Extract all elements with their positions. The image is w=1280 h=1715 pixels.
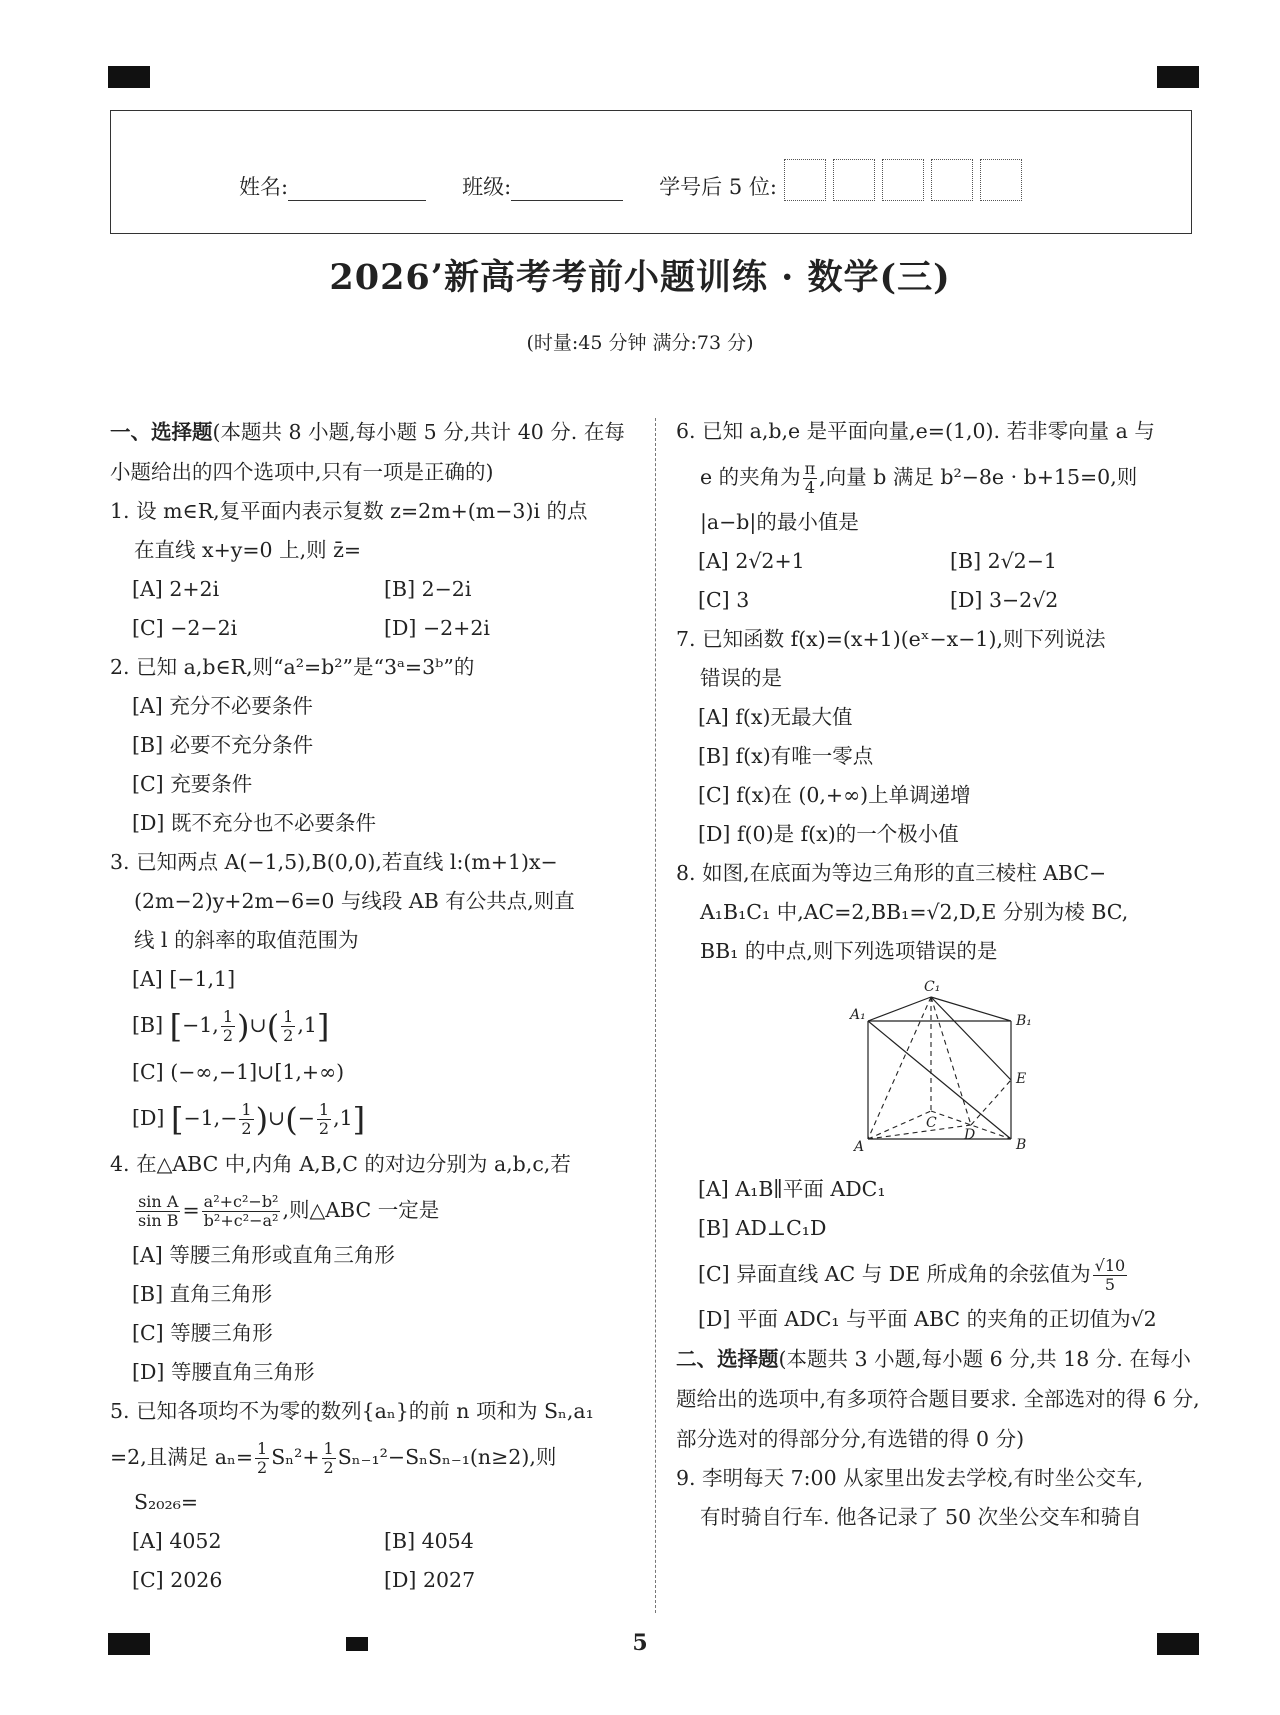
q2-option-a[interactable]: [A] 充分不必要条件 [132, 694, 313, 718]
q2-option-b[interactable]: [B] 必要不充分条件 [132, 733, 314, 757]
section2-desc: (本题共 3 小题,每小题 6 分,共 18 分. 在每小题给出的选项中,有多项符合题目要求. 全部选对的得 6 分,部分选对的得部分分,有选错的得 0 分) [676, 1347, 1200, 1451]
section2-heading: 二、选择题 [676, 1347, 779, 1371]
q6-stem-line2 [676, 451, 1204, 503]
exam-time-score: (时量:45 分钟 满分:73 分) [526, 332, 754, 354]
q7-option-b[interactable]: [B] f(x)有唯一零点 [698, 744, 874, 768]
segment-c1-a [868, 997, 931, 1139]
q2-stem: 2. 已知 a,b∈R,则“a²=b²”是“3ᵃ=3ᵇ”的 [110, 655, 475, 679]
q3-option-c[interactable]: [C] (−∞,−1]∪[1,+∞) [132, 1059, 345, 1084]
question-7 [676, 620, 1204, 854]
left-column [110, 412, 640, 1600]
q5-half-1: $\frac{1}{2}$ [257, 1439, 268, 1477]
q4-lhs-fraction: $\frac{\text{sin A}}{\text{sin B}}$ [138, 1192, 179, 1230]
q8-option-b[interactable]: [B] AD⊥C₁D [698, 1216, 827, 1240]
q1-option-c[interactable]: [C] −2−2i [132, 616, 238, 640]
q1-options-row2 [110, 609, 640, 648]
q3-stem-line1: 3. 已知两点 A(−1,5),B(0,0),若直线 l:(m+1)x− [110, 850, 558, 874]
q6-option-a[interactable]: [A] 2√2+1 [698, 549, 805, 573]
label-a: A [854, 1139, 865, 1155]
q4-stem-tail: ,则△ABC 一定是 [282, 1198, 440, 1222]
registration-mark-top-left [108, 66, 150, 88]
q3-option-b-part3: ,1 [297, 1013, 317, 1037]
q3-option-d-union: ∪ [268, 1105, 286, 1130]
q6-options-row2 [676, 581, 1204, 620]
q6-pi-over-4: $\frac{\pi}{4}$ [804, 459, 816, 497]
q4-option-b[interactable]: [B] 直角三角形 [132, 1282, 273, 1306]
q6-stem-line1: 6. 已知 a,b,e 是平面向量,e=(1,0). 若非零向量 a 与 [676, 419, 1155, 443]
q8-stem-line3: BB₁ 的中点,则下列选项错误的是 [700, 939, 998, 963]
q8-option-c-fraction: $\frac{√10}{5}$ [1094, 1256, 1126, 1294]
question-2 [110, 648, 640, 843]
student-id-box-2[interactable] [833, 159, 875, 201]
q3-option-b-union: ∪ [249, 1013, 267, 1037]
q3-option-d-half-1: $\frac{1}{2}$ [241, 1099, 252, 1138]
student-id-box-1[interactable] [784, 159, 826, 201]
q5-stem-part-a: =2,且满足 aₙ= [110, 1445, 254, 1469]
q3-option-d[interactable]: [D] [−1,− $\frac{1}{2}$ )∪(− $\frac{1}{2}$ ,1] [132, 1099, 366, 1138]
q7-stem-line2: 错误的是 [700, 666, 782, 690]
segment-a-d [868, 1125, 971, 1139]
q7-option-d[interactable]: [D] f(0)是 f(x)的一个极小值 [698, 822, 959, 846]
q6-option-d[interactable]: [D] 3−2√2 [950, 588, 1059, 612]
class-field[interactable] [511, 176, 623, 201]
student-id-box-3[interactable] [882, 159, 924, 201]
q6-stem-part-b: ,向量 b 满足 b²−8e · b+15=0,则 [819, 465, 1138, 489]
q3-option-a[interactable]: [A] [−1,1] [132, 967, 236, 991]
label-a1: A₁ [850, 1007, 866, 1023]
q3-option-b-half-1: $\frac{1}{2}$ [222, 1007, 234, 1045]
q4-stem-line2: $\frac{\text{sin A}}{\text{sin B}}$ = $\frac{\text{a²+c²−b²}}{\text{b²+c²−a²}}$ ,则△ABC 一定是 [138, 1192, 440, 1230]
q8-option-c-text: [C] 异面直线 AC 与 DE 所成角的余弦值为 [698, 1262, 1091, 1286]
question-3 [110, 843, 640, 1145]
section1-heading: 一、选择题 [110, 420, 213, 444]
q5-half-2: $\frac{1}{2}$ [323, 1439, 334, 1477]
column-divider [655, 418, 656, 1613]
q6-stem-line3: |a−b|的最小值是 [700, 510, 859, 534]
label-d: D [964, 1127, 976, 1143]
q5-option-a[interactable]: [A] 4052 [132, 1529, 222, 1553]
student-info-box [110, 110, 1192, 234]
prism-figure [846, 979, 1046, 1159]
q4-option-a[interactable]: [A] 等腰三角形或直角三角形 [132, 1243, 395, 1267]
q6-stem-part-a: e 的夹角为 [700, 465, 801, 489]
question-1 [110, 492, 640, 648]
q5-option-b[interactable]: [B] 4054 [384, 1529, 474, 1553]
q6-option-b[interactable]: [B] 2√2−1 [950, 549, 1057, 573]
segment-a1-b [868, 1021, 1011, 1139]
q1-options-row1 [110, 570, 640, 609]
q7-option-a[interactable]: [A] f(x)无最大值 [698, 705, 853, 729]
q8-option-d[interactable]: [D] 平面 ADC₁ 与平面 ABC 的夹角的正切值为√2 [698, 1307, 1157, 1331]
q4-stem-line1: 4. 在△ABC 中,内角 A,B,C 的对边分别为 a,b,c,若 [110, 1152, 571, 1176]
q5-option-c[interactable]: [C] 2026 [132, 1568, 223, 1592]
q4-rhs-fraction: $\frac{\text{a²+c²−b²}}{\text{b²+c²−a²}}$ [203, 1192, 279, 1230]
q1-option-d[interactable]: [D] −2+2i [384, 616, 490, 640]
question-5 [110, 1392, 640, 1600]
name-label: 姓名: [239, 175, 289, 199]
student-id-label: 学号后 5 位: [659, 175, 777, 199]
q3-option-b-part1: −1, [182, 1013, 219, 1037]
question-4 [110, 1145, 640, 1392]
q7-stem-line1: 7. 已知函数 f(x)=(x+1)(eˣ−x−1),则下列说法 [676, 627, 1106, 651]
q3-option-b-label: [B] [132, 1013, 164, 1037]
q2-option-c[interactable]: [C] 充要条件 [132, 772, 253, 796]
q2-option-d[interactable]: [D] 既不充分也不必要条件 [132, 811, 376, 835]
q5-stem-line1: 5. 已知各项均不为零的数列{aₙ}的前 n 项和为 Sₙ,a₁ [110, 1399, 594, 1423]
q3-option-d-part1: −1,− [183, 1105, 238, 1130]
q7-option-c[interactable]: [C] f(x)在 (0,+∞)上单调递增 [698, 783, 971, 807]
q1-stem-line2: 在直线 x+y=0 上,则 z̄= [134, 538, 362, 562]
section1-header [110, 412, 640, 492]
q3-stem-line2: (2m−2)y+2m−6=0 与线段 AB 有公共点,则直 [134, 889, 575, 913]
q3-option-b[interactable]: [B] [−1, $\frac{1}{2}$ )∪( $\frac{1}{2}$ ,1] [132, 1007, 330, 1046]
right-column [676, 412, 1204, 1537]
label-c1: C₁ [924, 979, 941, 995]
q4-option-d[interactable]: [D] 等腰直角三角形 [132, 1360, 315, 1384]
q5-option-d[interactable]: [D] 2027 [384, 1568, 476, 1592]
question-6 [676, 412, 1204, 620]
q5-stem-line2 [110, 1431, 640, 1483]
q6-options-row1 [676, 542, 1204, 581]
label-b1: B₁ [1016, 1013, 1032, 1029]
q3-stem-line3: 线 l 的斜率的取值范围为 [134, 928, 359, 952]
q1-stem-line1: 1. 设 m∈R,复平面内表示复数 z=2m+(m−3)i 的点 [110, 499, 588, 523]
q3-option-d-label: [D] [132, 1105, 165, 1130]
label-e: E [1016, 1071, 1027, 1087]
student-id-box-4[interactable] [931, 159, 973, 201]
page-number: 5 [632, 1630, 648, 1656]
q5-options-row2 [110, 1561, 640, 1600]
q5-options-row1 [110, 1522, 640, 1561]
q6-option-c[interactable]: [C] 3 [698, 588, 750, 612]
segment-d-e [971, 1080, 1011, 1125]
q1-option-a[interactable]: [A] 2+2i [132, 577, 220, 601]
segment-c1-d [931, 997, 971, 1125]
q4-option-c[interactable]: [C] 等腰三角形 [132, 1321, 273, 1345]
q1-option-b[interactable]: [B] 2−2i [384, 577, 472, 601]
q8-stem-line1: 8. 如图,在底面为等边三角形的直三棱柱 ABC− [676, 861, 1107, 885]
q8-option-a[interactable]: [A] A₁B∥平面 ADC₁ [698, 1177, 886, 1201]
q8-option-c[interactable] [676, 1248, 1204, 1300]
q9-stem-line1: 9. 李明每天 7:00 从家里出发去学校,有时坐公交车, [676, 1466, 1144, 1490]
class-label: 班级: [462, 175, 512, 199]
label-c: C [926, 1115, 937, 1131]
q8-stem-line2: A₁B₁C₁ 中,AC=2,BB₁=√2,D,E 分别为棱 BC, [700, 900, 1129, 924]
q3-option-d-part4: ,1 [333, 1105, 353, 1130]
student-id-box-5[interactable] [980, 159, 1022, 201]
section2-header [676, 1339, 1204, 1459]
q5-stem-part-c: Sₙ₋₁²−SₙSₙ₋₁(n≥2),则 [337, 1445, 557, 1469]
question-9 [676, 1459, 1204, 1537]
q9-stem-line2: 有时骑自行车. 他各记录了 50 次坐公交车和骑自 [700, 1505, 1142, 1529]
registration-mark-top-right [1157, 66, 1199, 88]
section1-desc: (本题共 8 小题,每小题 5 分,共计 40 分. 在每小题给出的四个选项中,只有一项是正确的) [110, 420, 625, 484]
q3-option-b-half-2: $\frac{1}{2}$ [283, 1007, 294, 1045]
q3-option-d-half-2: $\frac{1}{2}$ [318, 1099, 330, 1138]
page-title: 2026’新高考考前小题训练 · 数学(三) [329, 257, 951, 298]
name-field[interactable] [288, 176, 426, 201]
q3-option-d-minus: − [297, 1105, 315, 1130]
q5-stem-line3: S₂₀₂₆= [134, 1490, 199, 1514]
student-info-row [239, 159, 1022, 201]
q5-stem-part-b: Sₙ²+ [271, 1445, 320, 1469]
label-b: B [1016, 1137, 1027, 1153]
question-8 [676, 854, 1204, 1339]
